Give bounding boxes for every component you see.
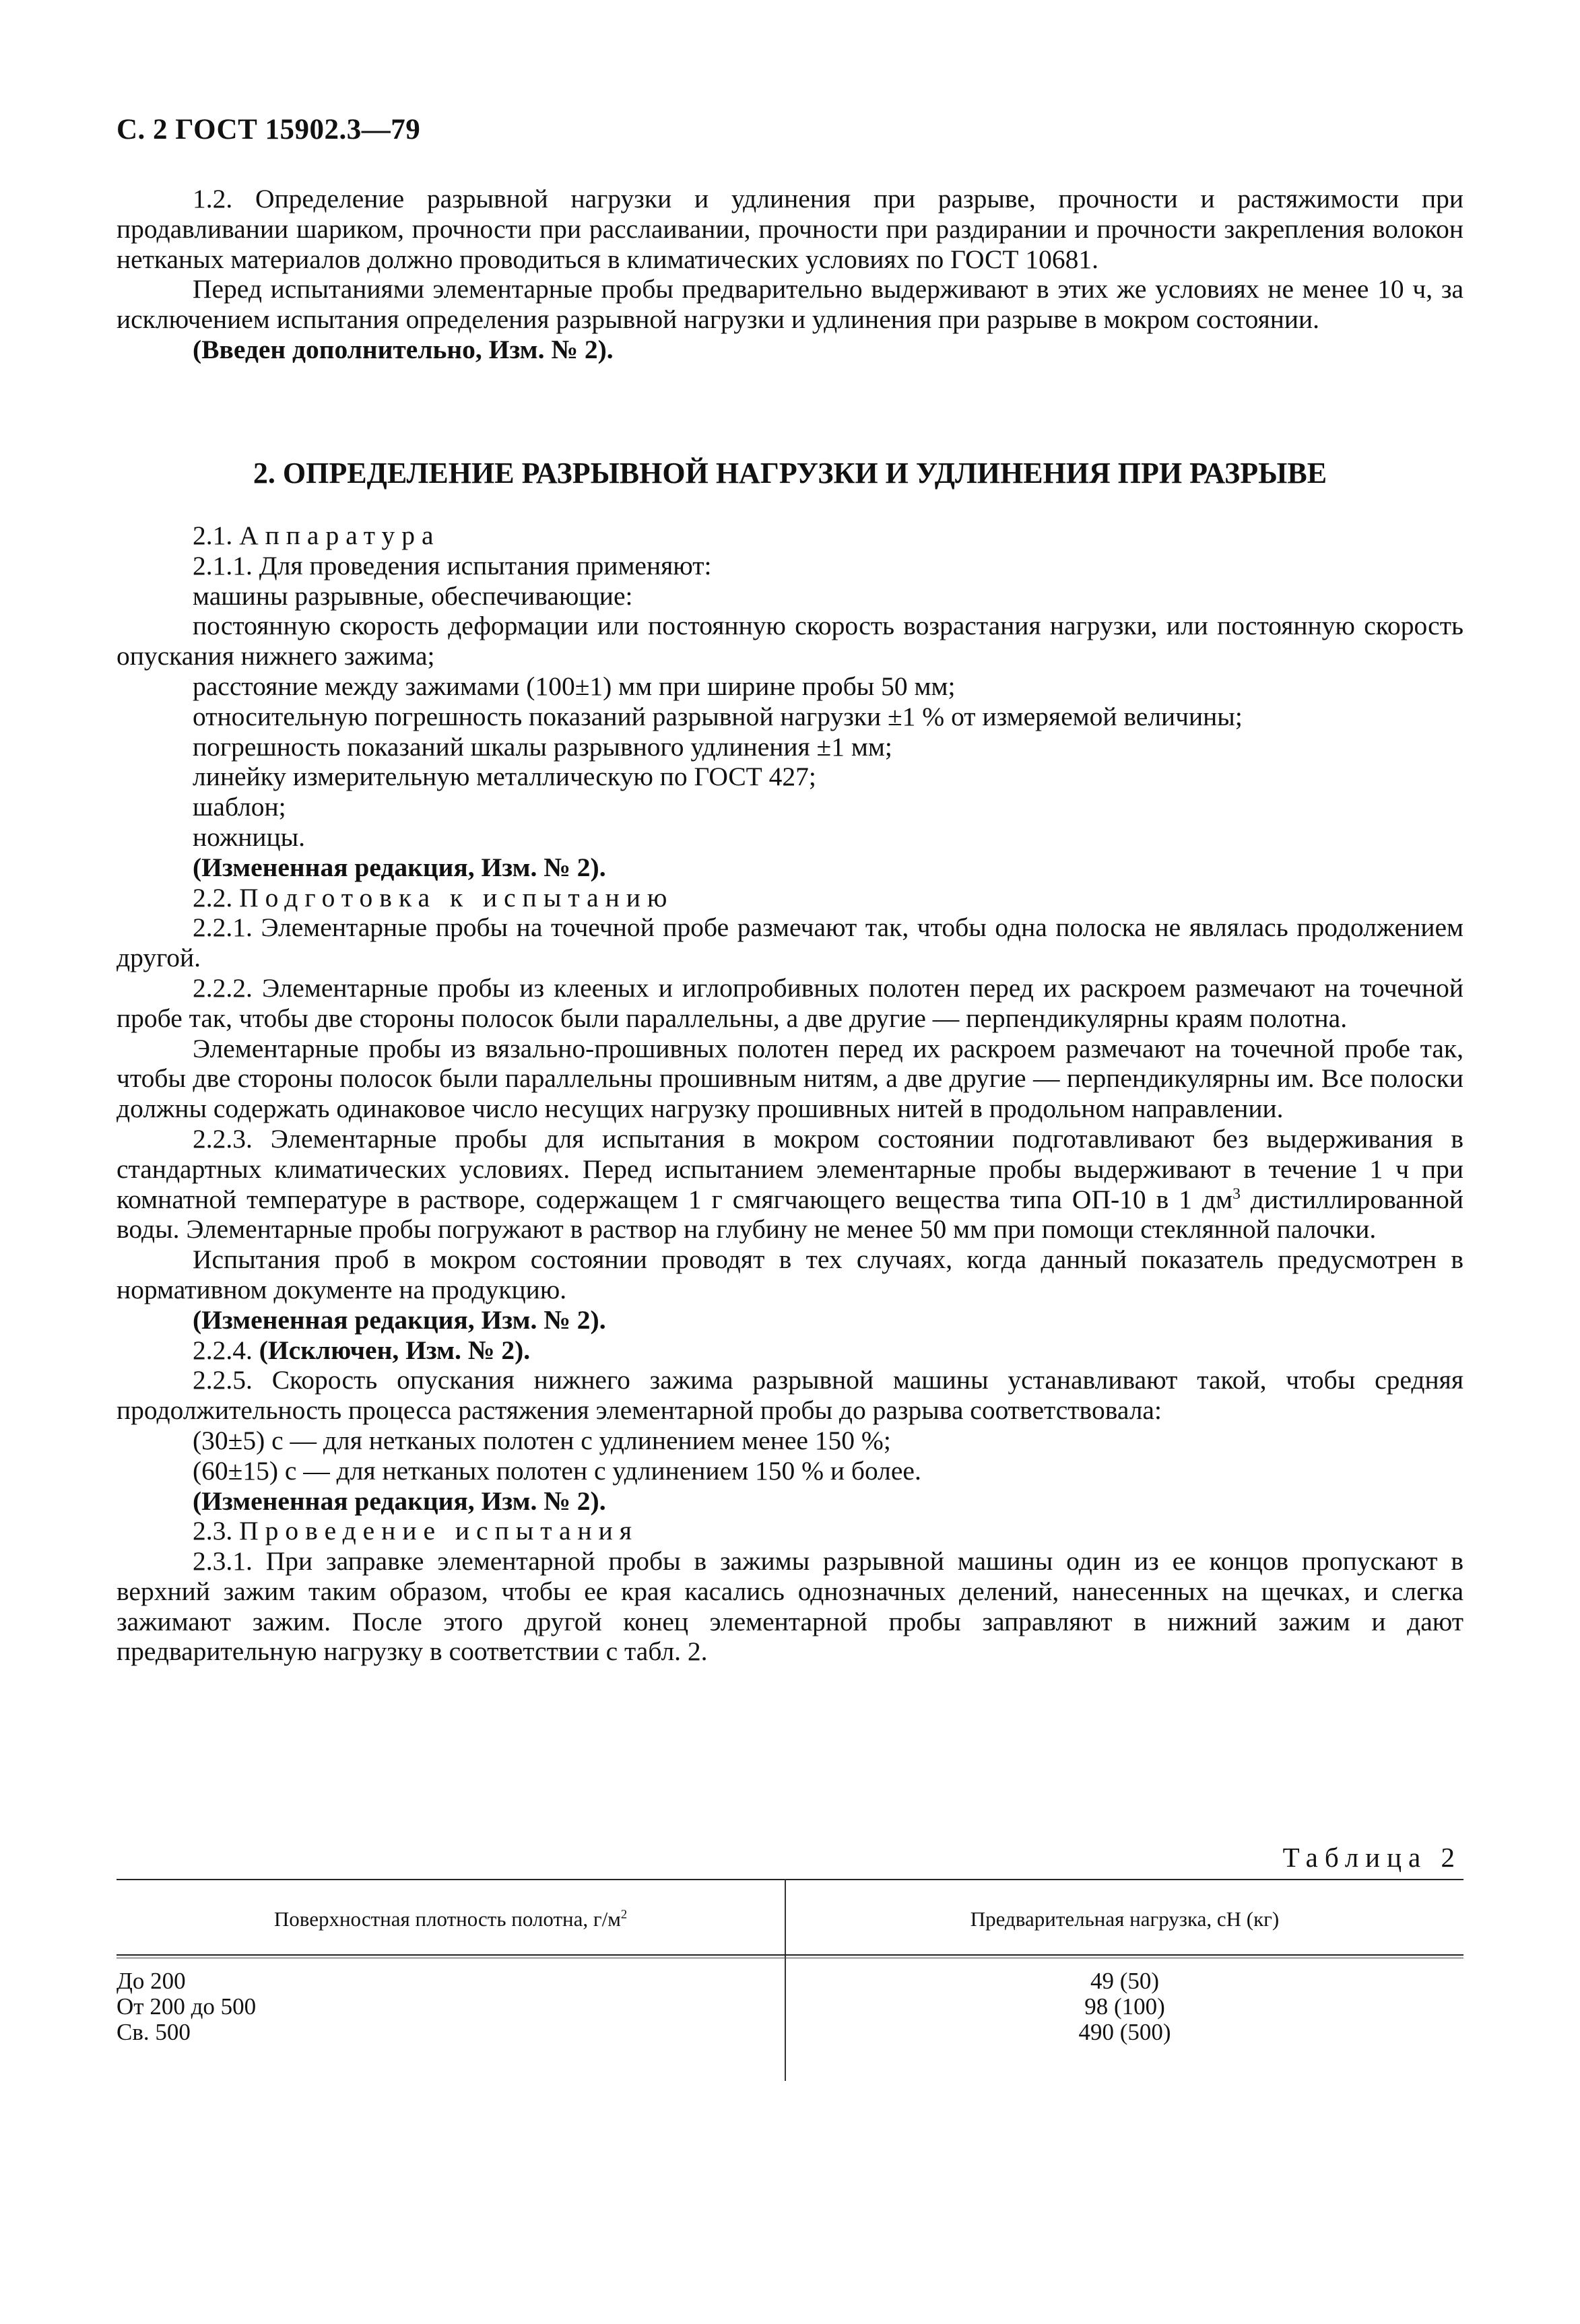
table-rule xyxy=(117,1954,1463,1956)
subsection-heading-text: 2.2. xyxy=(193,882,240,912)
table-cell: 49 (50) xyxy=(1090,1968,1160,1994)
paragraph-text: 2.2.3. Элементарные пробы для испытания в мокром состоянии подготавливают без выдерживания в стандартных климатических условиях. Перед испытанием элементарные пробы выдерживают в течение 1 ч при комнатной температуре в растворе, содержащем 1 г смягчающего вещества типа ОП-10 в 1 дм xyxy=(117,1123,1463,1214)
table-cell: Св. 500 xyxy=(117,2019,191,2045)
list-item: погрешность показаний шкалы разрывного удлинения ±1 мм; xyxy=(193,731,892,762)
section-body xyxy=(117,521,1463,1667)
amendment-note: (Измененная редакция, Изм. № 2). xyxy=(193,1486,606,1516)
paragraph: Испытания проб в мокром состоянии проводят в тех случаях, когда данный показатель предусмотрен в нормативном документе на продукцию. xyxy=(117,1244,1463,1304)
paragraph: Перед испытаниями элементарные пробы предварительно выдерживают в этих же условиях не менее 10 ч, за исключением испытания определения разрывной нагрузки и удлинения при разрыве в мокром состоянии. xyxy=(117,274,1463,335)
table xyxy=(117,1879,1463,2081)
table-header-load: Предварительная нагрузка, сН (кг) xyxy=(970,1907,1280,1931)
subsection-heading-text: 2.1. xyxy=(193,521,240,550)
table-cell: 98 (100) xyxy=(1084,1993,1165,2020)
subsection-heading-testing xyxy=(117,1516,1463,1546)
list-item: линейку измерительную металлическую по ГОСТ 427; xyxy=(193,762,816,792)
subsection-heading-words: Аппаратура xyxy=(239,521,440,550)
subsection-heading-preparation xyxy=(117,883,1463,913)
paragraph: Элементарные пробы из вязально-прошивных полотен перед их раскроем размечают на точечной пробе так, чтобы две стороны полосок были параллельны прошивным нитям, а две другие — перпендикулярны им. Все полоски должны содержать одинаковое число несущих нагрузку прошивных нитей в продольном направлении. xyxy=(117,1033,1463,1124)
list-item: шаблон; xyxy=(193,792,286,822)
clause-number: 2.2.4. xyxy=(193,1335,259,1365)
list-item: расстояние между зажимами (100±1) мм при ширине пробы 50 мм; xyxy=(193,671,956,701)
table-header-density xyxy=(117,1907,785,1931)
superscript: 2 xyxy=(620,1907,628,1922)
subsection-heading-words: Подготовка к испытанию xyxy=(239,882,674,912)
table-column-load xyxy=(786,1968,1463,2045)
intro-block xyxy=(117,184,1463,365)
table-cell: От 200 до 500 xyxy=(117,1993,257,2020)
list-item: постоянную скорость деформации или постоянную скорость возрастания нагрузки, или постоянную скорость опускания нижнего зажима; xyxy=(117,611,1463,671)
amendment-note: (Исключен, Изм. № 2). xyxy=(259,1335,531,1365)
table-rule xyxy=(117,1879,1463,1880)
list-item: ножницы. xyxy=(193,822,306,852)
page-header: С. 2 ГОСТ 15902.3—79 xyxy=(117,114,421,145)
superscript: 3 xyxy=(1232,1185,1241,1203)
list-item: машины разрывные, обеспечивающие: xyxy=(193,580,633,611)
header-text: Поверхностная плотность полотна, г/м xyxy=(273,1907,621,1931)
amendment-note: (Введен дополнительно, Изм. № 2). xyxy=(193,334,614,364)
paragraph-text: дистиллированной воды. Элементарные пробы погружают в раствор на глубину не менее 50 мм при помощи стеклянной палочки. xyxy=(117,1184,1463,1244)
paragraph: 2.2.1. Элементарные пробы на точечной пробе размечают так, чтобы одна полоска не являлась продолжением другой. xyxy=(117,912,1463,973)
table-cell: До 200 xyxy=(117,1968,186,1994)
subsection-heading-text: 2.3. xyxy=(193,1516,240,1546)
section-title: 2. ОПРЕДЕЛЕНИЕ РАЗРЫВНОЙ НАГРУЗКИ И УДЛИНЕНИЯ ПРИ РАЗРЫВЕ xyxy=(253,457,1327,490)
list-item: относительную погрешность показаний разрывной нагрузки ±1 % от измеряемой величины; xyxy=(193,701,1243,731)
subsection-heading-apparatus xyxy=(117,521,1463,551)
paragraph: 2.2.5. Скорость опускания нижнего зажима разрывной машины устанавливают такой, чтобы средняя продолжительность процесса растяжения элементарной пробы до разрыва соответствовала: xyxy=(117,1365,1463,1426)
paragraph: 2.2.2. Элементарные пробы из клееных и иглопробивных полотен перед их раскроем размечают на точечной пробе так, чтобы две стороны полосок были параллельны, а две другие — перпендикулярны краям полотна. xyxy=(117,972,1463,1033)
paragraph xyxy=(117,1124,1463,1244)
paragraph xyxy=(117,1335,1463,1366)
table-caption: Таблица 2 xyxy=(1282,1842,1461,1873)
list-item: (60±15) с — для нетканых полотен с удлинением 150 % и более. xyxy=(193,1455,921,1486)
paragraph: 2.1.1. Для проведения испытания применяют: xyxy=(193,550,712,580)
subsection-heading-words: Проведение испытания xyxy=(239,1516,638,1546)
table-column-density xyxy=(117,1968,256,2045)
paragraph: 2.3.1. При заправке элементарной пробы в зажимы разрывной машины один из ее концов пропускают в верхний зажим таким образом, чтобы ее края касались однозначных делений, нанесенных на щечках, и слегка зажимают зажим. После этого другой конец элементарной пробы заправляют в нижний зажим и дают предварительную нагрузку в соответствии с табл. 2. xyxy=(117,1546,1463,1667)
amendment-note: (Измененная редакция, Изм. № 2). xyxy=(193,852,606,882)
table-cell: 490 (500) xyxy=(1078,2019,1171,2045)
amendment-note: (Измененная редакция, Изм. № 2). xyxy=(193,1304,606,1335)
paragraph: 1.2. Определение разрывной нагрузки и удлинения при разрыве, прочности и растяжимости при продавливании шариком, прочности при расслаивании, прочности при раздирании и прочности закрепления волокон нетканых материалов должно проводиться в климатических условиях по ГОСТ 10681. xyxy=(117,184,1463,274)
list-item: (30±5) с — для нетканых полотен с удлинением менее 150 %; xyxy=(193,1425,891,1455)
